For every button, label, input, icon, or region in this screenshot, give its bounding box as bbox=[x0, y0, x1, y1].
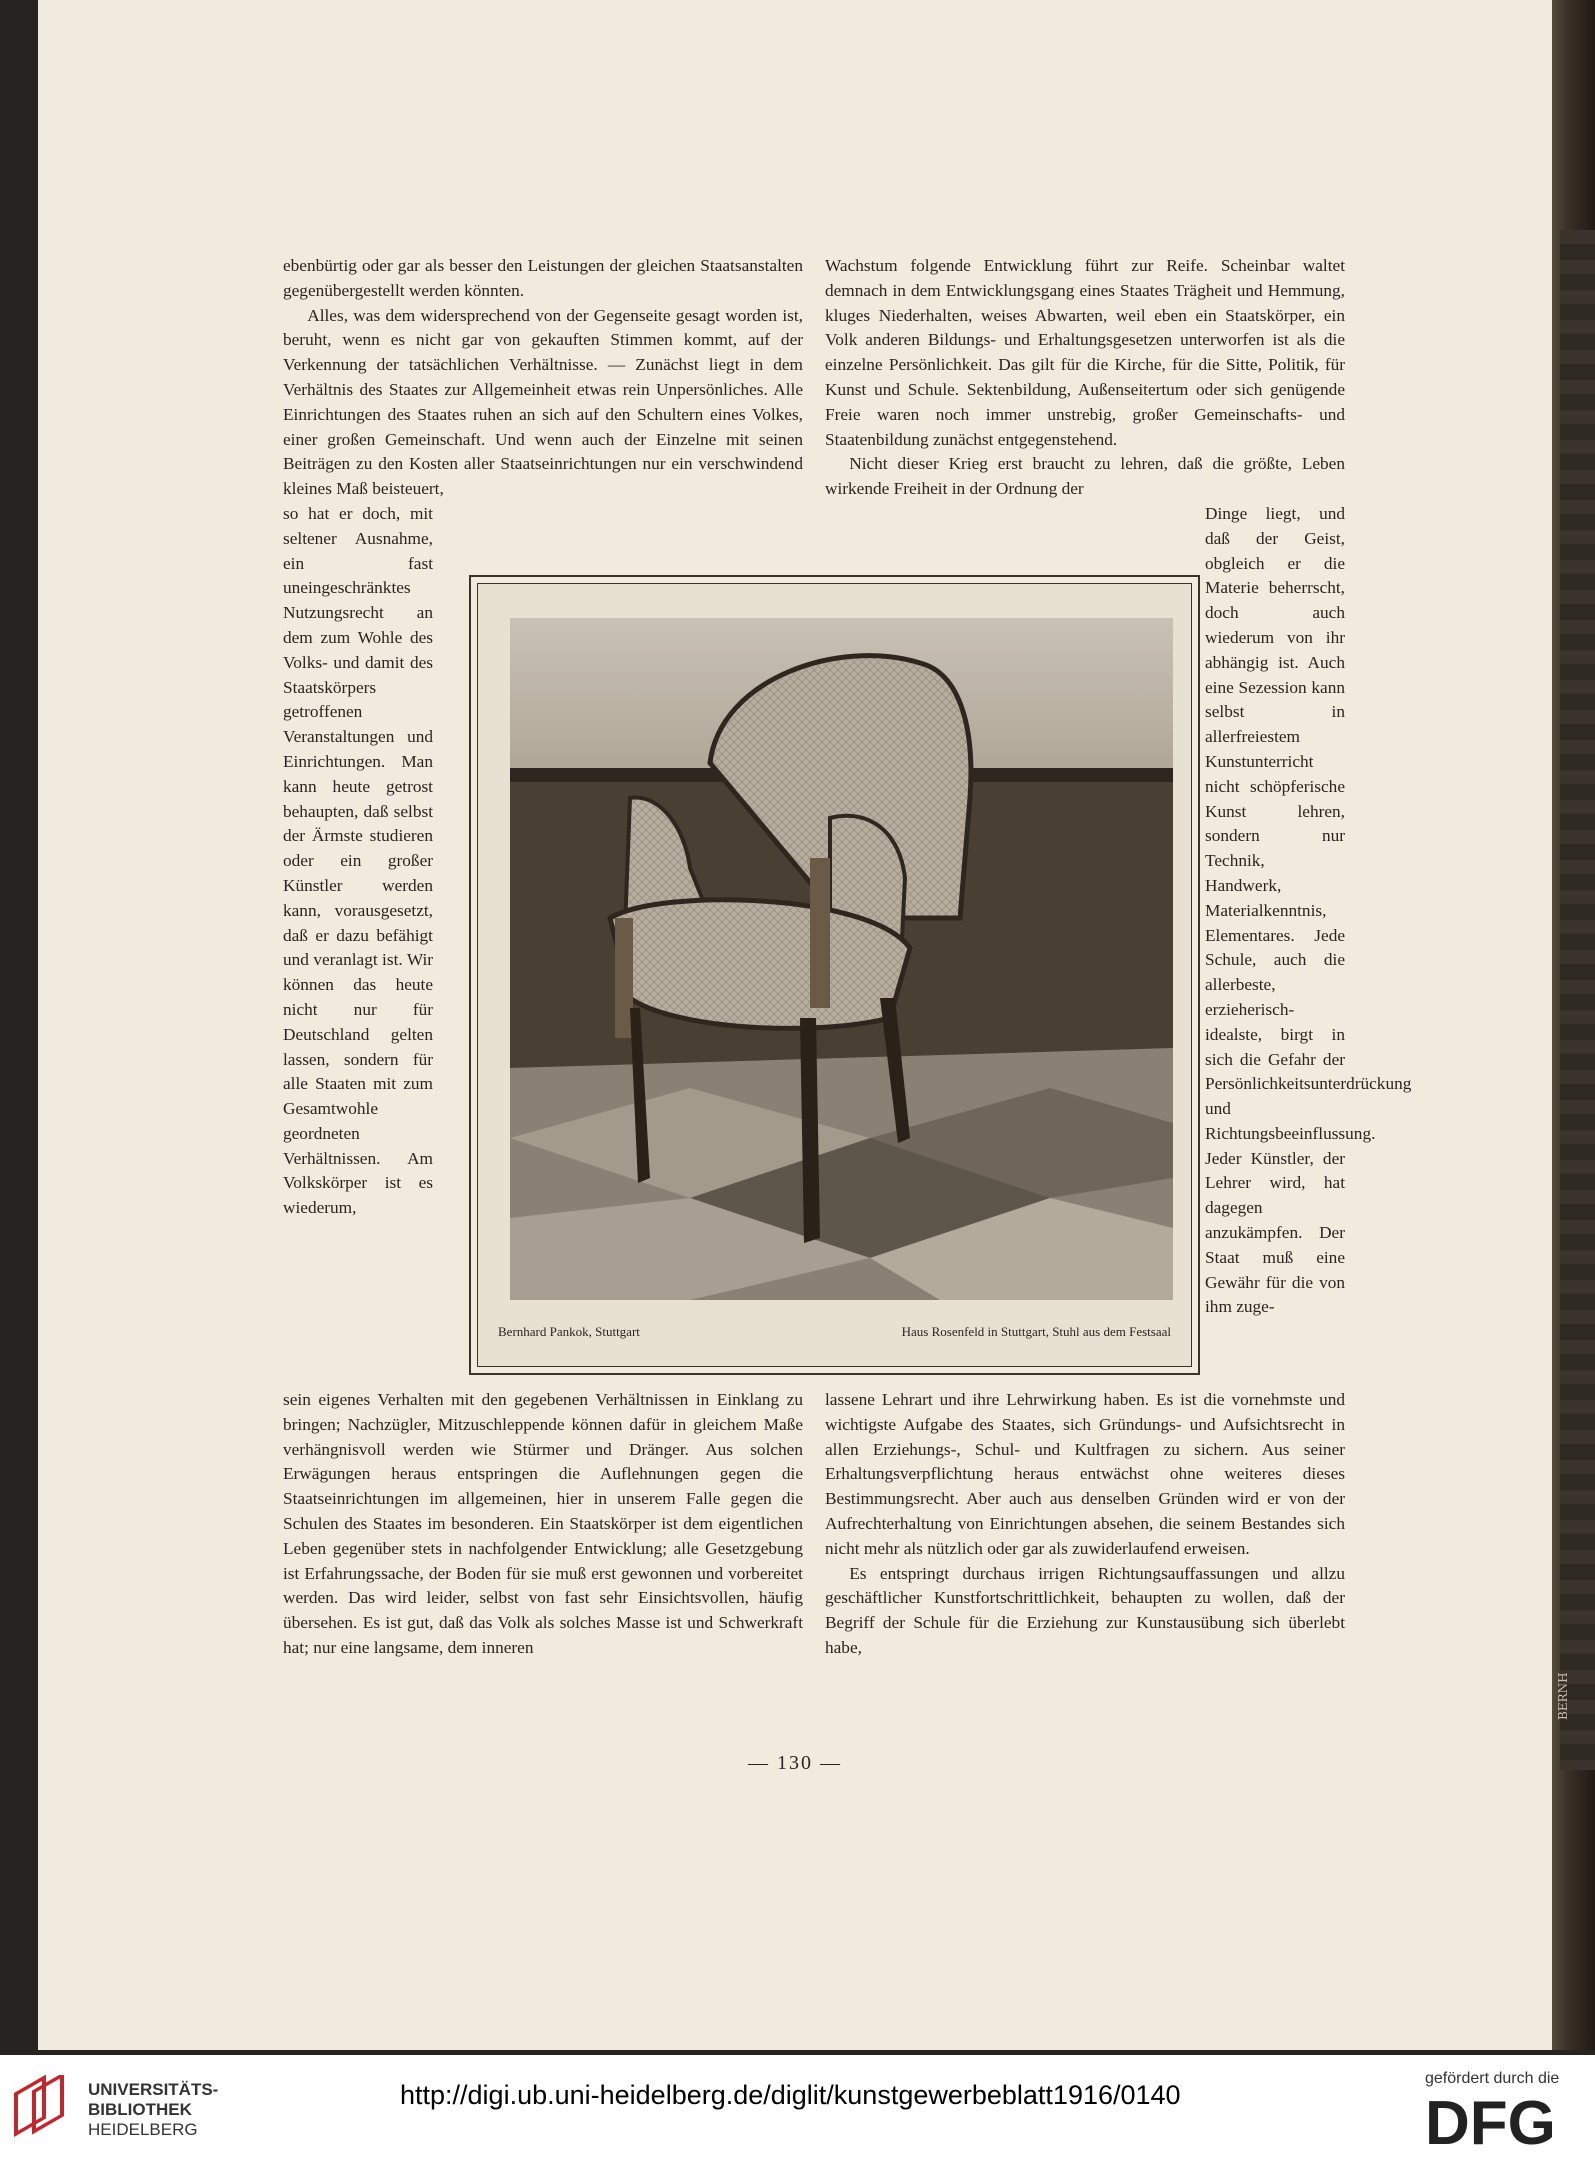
figure-caption-artist: Bernhard Pankok, Stuttgart bbox=[498, 1324, 640, 1339]
source-url-link[interactable]: http://digi.ub.uni-heidelberg.de/diglit/kunstgewerbeblatt1916/0140 bbox=[400, 2080, 1181, 2110]
left-column-bottom bbox=[283, 1388, 803, 1661]
funded-by-label: gefördert durch die bbox=[1425, 2070, 1560, 2087]
right-paragraph-2: Nicht dieser Krieg erst braucht zu lehren, daß die größte, Leben wirkende Freiheit in der Ordnung der bbox=[825, 454, 1345, 499]
left-paragraph-1: ebenbürtig oder gar als besser den Leistungen der gleichen Staatsanstalten gegenübergestellt werden könnten. bbox=[283, 256, 803, 300]
chair-figure bbox=[469, 575, 1200, 1375]
ub-name-line-3: HEIDELBERG bbox=[88, 2120, 198, 2139]
next-page-edge bbox=[1560, 230, 1595, 1770]
dfg-logo-text: DFG bbox=[1425, 2090, 1556, 2150]
figure-caption-title: Haus Rosenfeld in Stuttgart, Stuhl aus dem Festsaal bbox=[901, 1324, 1171, 1339]
right-paragraph-1: Wachstum folgende Entwicklung führt zur Reife. Scheinbar waltet demnach in dem Entwicklungsgang eines Staates Trägheit und Hemmung, kluges Niederhalten, weises Abwarten, weil eben ein Staatskörper, ein Volk anderen Bildungs- und Erhaltungsgesetzen unterworfen ist als die einzelne Persönlichkeit. Das gilt für die Kirche, für die Sitte, Politik, für Kunst und Schule. Sektenbildung, Außenseitertum oder sich genügende Freie waren noch immer unstrebig, großer Gemeinschafts- und Staatenbildung zunächst entgegenstehend. bbox=[825, 256, 1345, 449]
page-number: — 130 — bbox=[748, 1752, 842, 1774]
ub-name-line-1: UNIVERSITÄTS- bbox=[88, 2080, 219, 2099]
university-library-name bbox=[88, 2080, 218, 2140]
scanned-page bbox=[38, 0, 1552, 2050]
next-page-caption: BERNH bbox=[1556, 1672, 1570, 1720]
left-paragraph-2: Alles, was dem widersprechend von der Gegenseite gesagt worden ist, beruht, wenn es nicht gar von gekauften Stimmen kommt, auf der Verkennung der tatsächlichen Verhältnisse. — Zunächst liegt in dem Verhältnis des Staates zur Allgemeinheit etwas rein Unpersönliches. Alle Einrichtungen des Staates ruhen an sich auf den Schultern eines Volkes, einer großen Gemeinschaft. Und wenn auch der Einzelne mit seinen Beiträgen zu den Kosten aller Staatseinrichtungen nur ein verschwindend kleines Maß beisteuert, bbox=[283, 305, 803, 499]
figure-frame bbox=[477, 583, 1192, 1367]
right-column-bottom bbox=[825, 1388, 1345, 1661]
ub-name-line-2: BIBLIOTHEK bbox=[88, 2100, 192, 2119]
dfg-logo bbox=[1425, 2090, 1575, 2150]
left-paragraph-3: so hat er doch, mit seltener Ausnahme, ein fast uneingeschränktes Nutzungsrecht an dem zum Wohle des Volks- und damit des Staatskörpers getroffenen Veranstaltungen und Einrichtungen. Man kann heute getrost behaupten, daß selbst der Ärmste studieren oder ein großer Künstler werden kann, vorausgesetzt, daß er dazu befähigt und veranlagt ist. Wir können das heute nicht nur für Deutschland gelten lassen, sondern für alle Staaten mit zum Gesamtwohle geordneten Verhältnissen. Am Volkskörper ist es wiederum, bbox=[283, 503, 433, 1218]
chair-photo-illustration bbox=[510, 618, 1173, 1300]
right-paragraph-5: Es entspringt durchaus irrigen Richtungsauffassungen und allzu geschäftlicher Kunstfortschrittlichkeit, behaupten zu wollen, daß der Begriff der Schule für die Erziehung zur Kunstausübung sich überlebt habe, bbox=[825, 1563, 1345, 1657]
university-library-logo-icon bbox=[14, 2075, 74, 2143]
right-paragraph-4: lassene Lehrart und ihre Lehrwirkung haben. Es ist die vornehmste und wichtigste Aufgabe des Staates, sich Gründungs- und Aufsichtsrecht in allen Erziehungs-, Schul- und Kultfragen zu sichern. Aus seiner Erhaltungsverpflichtung heraus entwächst ohne weiteres dieses Bestimmungsrecht. Aber auch aus denselben Gründen wird er von der Aufrechterhaltung von Einrichtungen absehen, die seinem Bestandes sich nicht mehr als nützlich oder gar als zuwiderlaufend erweisen. bbox=[825, 1390, 1345, 1558]
footer-bar bbox=[0, 2055, 1595, 2169]
right-paragraph-3: Dinge liegt, und daß der Geist, obgleich er die Materie beherrscht, doch auch wiederum von ihr abhängig ist. Auch eine Sezession kann selbst in allerfreiestem Kunstunterricht nicht schöpferische Kunst lehren, sondern nur Technik, Handwerk, Materialkenntnis, Elementares. Jede Schule, auch die allerbeste, erzieherisch-idealste, birgt in sich die Gefahr der Persönlichkeitsunterdrückung und Richtungsbeeinflussung. Jeder Künstler, der Lehrer wird, hat dagegen anzukämpfen. Der Staat muß eine Gewähr für die von ihm zuge- bbox=[1205, 503, 1412, 1317]
chair-photograph bbox=[510, 618, 1173, 1300]
left-paragraph-4: sein eigenes Verhalten mit den gegebenen Verhältnissen in Einklang zu bringen; Nachzügler, Mitzuschleppende können dafür in gleichem Maße verhängnisvoll werden wie Stürmer und Dränger. Aus solchen Erwägungen heraus entspringen die Auflehnungen gegen die Staatseinrichtungen im allgemeinen, hier in unserem Falle gegen die Schulen des Staates im besonderen. Ein Staatskörper ist dem eigentlichen Leben gegenüber stets in nachfolgender Entwicklung; alle Gesetzgebung ist Erfahrungssache, der Boden für sie muß erst gewonnen und vorbereitet werden. Das wird leider, selbst von fast sehr Einsichtsvollen, häufig übersehen. Es ist gut, daß das Volk als solches Masse ist und Schwerkraft hat; nur eine langsame, dem inneren bbox=[283, 1390, 803, 1657]
